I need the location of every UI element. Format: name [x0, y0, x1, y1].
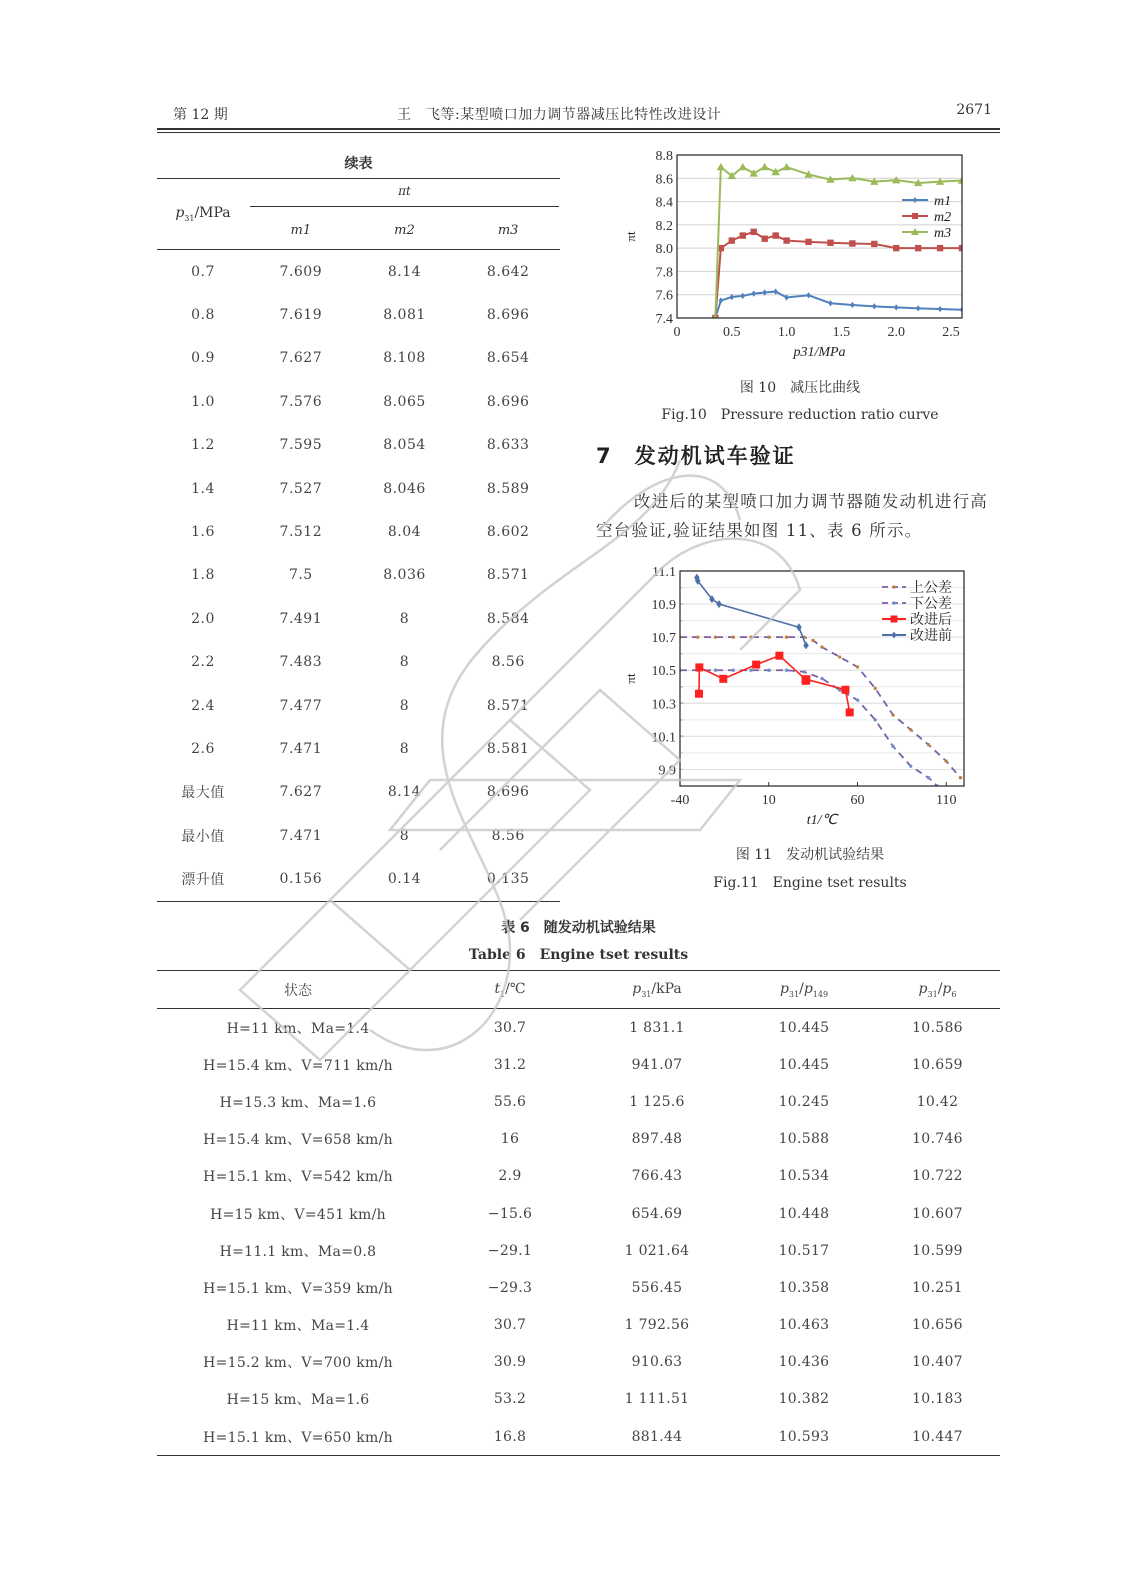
x-tick-label: 0.5 — [723, 325, 741, 340]
row-label: 2.0 — [191, 610, 215, 627]
table-cell: 10.746 — [912, 1131, 963, 1148]
table-cell: 7.619 — [279, 307, 323, 324]
data-point-m2 — [805, 239, 811, 245]
table-cell: 10.659 — [912, 1056, 963, 1073]
series-line-上公差 — [680, 637, 960, 778]
table-cell: 16 — [500, 1131, 520, 1148]
table-cell: 30.7 — [493, 1019, 527, 1036]
state-cell: H=11.1 km、Ma=0.8 — [219, 1243, 377, 1260]
body-paragraph — [596, 487, 1001, 545]
legend-marker-m1 — [913, 197, 917, 203]
data-point-上公差 — [927, 743, 930, 746]
table-cell: 1 125.6 — [629, 1093, 685, 1110]
table-cell: 10.436 — [778, 1354, 830, 1371]
table-cell: 8.584 — [486, 610, 530, 627]
state-cell: H=15 km、V=451 km/h — [210, 1206, 386, 1223]
table-cell: 8.581 — [486, 740, 530, 757]
table-6-caption-zh: 表 6 随发动机试验结果 — [501, 920, 656, 936]
table-cell: 8.696 — [486, 784, 530, 801]
row-label: 1.6 — [191, 524, 215, 541]
col-header-m3: m3 — [456, 211, 560, 250]
row-label: 1.2 — [191, 437, 215, 454]
row-label: 1.4 — [191, 480, 215, 497]
y-tick-label: 10.3 — [651, 697, 676, 713]
y-tick-label: 10.5 — [651, 664, 676, 680]
legend-label: 上公差 — [910, 580, 952, 596]
y-tick-label: 10.1 — [651, 730, 676, 746]
y-tick-label: 7.4 — [655, 312, 673, 327]
table-cell: 8.14 — [387, 263, 422, 280]
table-cell: 7.627 — [279, 350, 323, 367]
running-header — [157, 100, 1000, 130]
table-cell: 8.036 — [383, 567, 426, 584]
data-point-下公差 — [732, 669, 735, 672]
table-row — [157, 337, 560, 380]
table-cell: 7.595 — [279, 437, 323, 454]
data-point-改进后 — [841, 686, 849, 694]
table-cell: 30.9 — [493, 1354, 527, 1371]
table-cell: 8.642 — [486, 263, 530, 280]
state-cell: H=15.2 km、V=700 km/h — [203, 1355, 393, 1372]
table-cell: 10.463 — [778, 1317, 830, 1334]
col-header-t1: $t_1/℃$ — [439, 971, 581, 1009]
legend-label-m2: m2 — [934, 210, 952, 225]
data-point-改进后 — [752, 661, 760, 669]
table-cell: 10.722 — [912, 1168, 963, 1185]
table-row — [157, 1009, 1000, 1047]
row-label: 最小值 — [181, 828, 225, 845]
x-tick-label: 0 — [673, 325, 681, 340]
table-6-caption — [157, 915, 1000, 969]
col-group-pi: πt — [249, 179, 560, 212]
table-cell: 7.627 — [279, 784, 323, 801]
plot-area — [711, 163, 966, 321]
table-cell: 10.599 — [912, 1242, 963, 1259]
table-cell: 0.14 — [353, 857, 457, 901]
table-cell: 10.534 — [778, 1168, 830, 1185]
data-point-m3 — [750, 169, 758, 176]
table-cell: 8.14 — [387, 784, 422, 801]
col-header-p31-kpa: $p_{31}$/kPa — [581, 971, 733, 1009]
data-point-m2 — [729, 237, 735, 243]
figure-11-caption — [660, 841, 960, 897]
x-tick-label: 60 — [850, 793, 865, 808]
table-cell: 10.448 — [778, 1205, 830, 1222]
table-cell: 10.517 — [778, 1242, 830, 1259]
table-cell: 0.156 — [249, 857, 353, 901]
table-cell: 8.046 — [383, 480, 426, 497]
issue-label: 第 12 期 — [173, 107, 228, 123]
data-point-上公差 — [909, 728, 912, 731]
data-point-改进后 — [695, 690, 703, 698]
data-point-m2 — [751, 229, 757, 235]
table-cell: 10.656 — [912, 1317, 963, 1334]
data-point-下公差 — [820, 677, 823, 680]
row-label: 0.8 — [191, 307, 215, 324]
table-title: 续表 — [344, 156, 373, 172]
y-tick-label: 8.8 — [655, 149, 673, 164]
table-cell: 10.42 — [916, 1093, 959, 1110]
x-tick-label: -40 — [670, 793, 690, 808]
table-row — [157, 771, 560, 814]
data-point-上公差 — [874, 687, 877, 690]
legend-marker — [892, 585, 895, 588]
state-cell: H=15 km、Ma=1.6 — [226, 1392, 370, 1409]
data-point-m2 — [761, 236, 767, 242]
table-cell: 10.586 — [912, 1019, 963, 1036]
data-point-m1 — [773, 288, 777, 294]
data-point-下公差 — [927, 776, 930, 779]
table-cell: 7.477 — [279, 697, 323, 714]
header-rule — [157, 128, 1000, 130]
figure-10-caption-en: Fig.10 Pressure reduction ratio curve — [661, 407, 939, 423]
data-point-m1 — [828, 300, 832, 306]
row-label: 1.8 — [191, 567, 215, 584]
legend-label-m1: m1 — [934, 194, 952, 209]
table-cell: 16.8 — [439, 1418, 581, 1456]
section-title: 发动机试车验证 — [634, 444, 796, 468]
table-cell: 7.5 — [288, 567, 313, 584]
row-label: 最大值 — [181, 785, 225, 802]
data-point-m1 — [784, 294, 788, 300]
table-cell: 8.04 — [387, 524, 422, 541]
row-label: 2.6 — [191, 740, 215, 757]
table-cell: 8.56 — [491, 827, 525, 844]
data-point-下公差 — [803, 670, 806, 673]
table-cell: 10.588 — [778, 1131, 830, 1148]
table-6 — [157, 970, 1000, 1456]
table-cell: 10.407 — [912, 1354, 963, 1371]
data-point-m1 — [894, 304, 898, 310]
data-point-m3 — [739, 163, 747, 170]
table-cell: 897.48 — [631, 1131, 683, 1148]
row-label: 2.4 — [191, 697, 215, 714]
row-label: 0.9 — [191, 350, 215, 367]
x-tick-label: 2.0 — [887, 325, 905, 340]
table-cell: 7.471 — [279, 827, 323, 844]
table-cell: 8.602 — [486, 524, 530, 541]
table-row — [157, 510, 560, 553]
x-tick-label: 1.0 — [777, 325, 796, 340]
series-line-m2 — [715, 232, 962, 318]
table-row — [157, 1418, 1000, 1456]
data-point-m3 — [782, 163, 790, 170]
data-point-上公差 — [696, 635, 699, 638]
table-cell: 1 792.56 — [624, 1317, 690, 1334]
table-cell: 1 831.1 — [629, 1019, 685, 1036]
table-row — [157, 1269, 1000, 1306]
data-point-下公差 — [749, 669, 752, 672]
data-point-下公差 — [767, 669, 770, 672]
figure-10-chart — [620, 145, 980, 370]
table-row — [157, 293, 560, 336]
table-cell: 10.445 — [778, 1056, 830, 1073]
table-cell: 55.6 — [493, 1093, 527, 1110]
col-header-p31-p6: $p_{31}/p_6$ — [875, 971, 1000, 1009]
table-cell: 7.609 — [279, 263, 323, 280]
table-cell: −29.3 — [487, 1279, 533, 1296]
y-tick-label: 8.6 — [655, 172, 673, 188]
header-rule-thin — [157, 132, 1000, 133]
y-tick-label: 7.6 — [655, 288, 673, 304]
data-point-改进后 — [719, 675, 727, 683]
data-point-上公差 — [959, 776, 962, 779]
table-cell: 8.56 — [491, 654, 525, 671]
x-tick-label: 10 — [761, 793, 776, 808]
table-cell: 10.445 — [778, 1019, 830, 1036]
data-point-m1 — [938, 306, 942, 312]
data-point-上公差 — [749, 635, 752, 638]
series-line-改进后 — [699, 656, 850, 713]
table-cell: 7.491 — [279, 610, 323, 627]
table-row — [157, 1381, 1000, 1418]
table-cell: 8 — [399, 610, 410, 627]
y-tick-label: 7.8 — [655, 265, 673, 281]
table-cell: 8.571 — [486, 697, 530, 714]
table-cell: 10.245 — [778, 1093, 830, 1110]
table-row — [157, 1307, 1000, 1344]
table-6-caption-en: Table 6 Engine tset results — [468, 947, 689, 963]
table-cell: 7.471 — [279, 740, 323, 757]
legend-marker-m2 — [912, 213, 918, 219]
table-row — [157, 641, 560, 684]
data-point-改进后 — [775, 652, 783, 660]
data-point-上公差 — [838, 655, 841, 658]
table-cell: 7.527 — [279, 480, 323, 497]
section-number: 7 — [596, 444, 613, 468]
data-point-上公差 — [767, 635, 770, 638]
table-cell: 7.512 — [279, 524, 323, 541]
state-cell: H=11 km、Ma=1.4 — [226, 1318, 370, 1335]
table-cell: 766.43 — [631, 1168, 683, 1185]
col-header-p31-p149: $p_{31}/p_{149}$ — [733, 971, 875, 1009]
table-row — [157, 1083, 1000, 1120]
table-cell: 8 — [399, 654, 410, 671]
table-row — [157, 380, 560, 423]
y-axis-label: πt — [623, 231, 638, 242]
y-tick-label: 11.1 — [652, 565, 676, 580]
table-cell: 2.9 — [498, 1168, 522, 1185]
table-cell: 10.251 — [912, 1279, 963, 1296]
legend-label: 改进前 — [910, 628, 952, 644]
data-point-m2 — [915, 245, 921, 251]
table-row — [157, 814, 560, 857]
data-point-m2 — [893, 245, 899, 251]
table-cell: 10.358 — [778, 1279, 830, 1296]
continued-table — [157, 150, 560, 902]
table-row — [157, 1046, 1000, 1083]
figure-11-caption-zh: 图 11 发动机试验结果 — [735, 847, 885, 863]
table-cell: 10.183 — [912, 1391, 963, 1408]
table-row — [157, 250, 560, 294]
table-cell: 10.382 — [778, 1391, 830, 1408]
table-row — [157, 857, 560, 901]
legend-label-m3: m3 — [934, 226, 952, 241]
table-cell: 941.07 — [631, 1056, 683, 1073]
x-axis-label: p31/MPa — [793, 345, 846, 360]
table-cell: 30.7 — [493, 1317, 527, 1334]
y-tick-label: 9.9 — [658, 763, 676, 779]
figure-10-caption — [600, 375, 1000, 429]
table-cell: −15.6 — [487, 1205, 533, 1222]
table-cell: 8.571 — [486, 567, 530, 584]
data-point-上公差 — [891, 713, 894, 716]
state-cell: H=15.4 km、V=711 km/h — [203, 1057, 393, 1074]
table-cell: 1 111.51 — [624, 1391, 690, 1408]
state-cell: H=15.3 km、Ma=1.6 — [219, 1094, 377, 1111]
article-title: 王 飞等:某型喷口加力调节器减压比特性改进设计 — [397, 107, 722, 123]
data-point-上公差 — [811, 639, 814, 642]
table-cell: 8.589 — [486, 480, 530, 497]
table-row — [157, 554, 560, 597]
data-point-上公差 — [820, 645, 823, 648]
table-cell: 53.2 — [493, 1391, 527, 1408]
table-cell: 8.696 — [486, 307, 530, 324]
col-header-p31: $p_{31}$/MPa — [157, 179, 249, 250]
data-point-改进前 — [803, 641, 809, 649]
table-row — [157, 1121, 1000, 1158]
table-cell: 8.054 — [383, 437, 426, 454]
row-label: 漂升值 — [157, 857, 249, 901]
data-point-m1 — [806, 292, 810, 298]
table-cell: 31.2 — [493, 1056, 527, 1073]
table-cell: 8 — [399, 740, 410, 757]
y-tick-label: 10.7 — [651, 631, 676, 647]
table-cell: 0.135 — [456, 857, 560, 901]
table-cell: 8.081 — [383, 307, 426, 324]
figure-11-caption-en: Fig.11 Engine tset results — [713, 875, 907, 891]
row-label: 0.7 — [191, 263, 215, 280]
data-point-上公差 — [714, 635, 717, 638]
data-point-m3 — [717, 163, 725, 170]
data-point-m3 — [760, 163, 768, 170]
state-cell: H=15.1 km、V=542 km/h — [203, 1169, 393, 1186]
table-row — [157, 1158, 1000, 1195]
data-point-下公差 — [891, 745, 894, 748]
section-heading — [596, 440, 796, 470]
data-point-改进后 — [802, 675, 810, 683]
col-header-m1: m1 — [249, 211, 353, 250]
row-label: 2.2 — [191, 654, 215, 671]
series-line-下公差 — [680, 670, 937, 786]
state-cell: H=11 km、Ma=1.4 — [226, 1020, 370, 1037]
legend-label: 下公差 — [910, 596, 952, 612]
data-point-下公差 — [785, 669, 788, 672]
table-cell: 10.607 — [912, 1205, 963, 1222]
figure-10-caption-zh: 图 10 减压比曲线 — [739, 380, 861, 396]
x-axis-label: t1/℃ — [806, 813, 838, 828]
data-point-上公差 — [945, 760, 948, 763]
series-line-m1 — [715, 292, 962, 318]
data-point-下公差 — [874, 718, 877, 721]
state-cell: H=15.1 km、V=650 km/h — [157, 1418, 439, 1456]
table-row — [157, 1195, 1000, 1232]
table-cell: 881.44 — [581, 1418, 733, 1456]
data-point-改进前 — [796, 623, 802, 631]
data-point-m2 — [871, 241, 877, 247]
table-cell: 910.63 — [631, 1354, 683, 1371]
table-cell: 8.696 — [486, 393, 530, 410]
data-point-上公差 — [785, 635, 788, 638]
y-tick-label: 8.4 — [655, 195, 673, 211]
table-cell: 8 — [399, 697, 410, 714]
legend-label: 改进后 — [910, 612, 952, 628]
data-point-上公差 — [732, 635, 735, 638]
table-cell: 8.065 — [383, 393, 426, 410]
data-point-m1 — [872, 303, 876, 309]
table-cell: 8.108 — [383, 350, 426, 367]
table-cell: 1 021.64 — [624, 1242, 690, 1259]
data-point-m2 — [772, 232, 778, 238]
data-point-m2 — [827, 240, 833, 246]
data-point-m1 — [741, 293, 745, 299]
y-axis-label: πt — [623, 673, 638, 684]
data-point-m2 — [937, 245, 943, 251]
data-point-m1 — [751, 290, 755, 296]
table-cell: 7.483 — [279, 654, 323, 671]
table-row — [157, 1232, 1000, 1269]
x-tick-label: 1.5 — [832, 325, 851, 340]
data-point-m2 — [740, 232, 746, 238]
y-tick-label: 10.9 — [651, 598, 676, 614]
data-point-下公差 — [856, 698, 859, 701]
col-header-m2: m2 — [353, 211, 457, 250]
x-tick-label: 110 — [936, 793, 957, 808]
table-row — [157, 424, 560, 467]
table-row — [157, 727, 560, 770]
data-point-m2 — [783, 237, 789, 243]
table-cell: 8.654 — [486, 350, 530, 367]
col-header-state: 状态 — [157, 971, 439, 1009]
table-cell: 8.633 — [486, 437, 530, 454]
figure-11-chart — [620, 560, 980, 840]
data-point-m1 — [916, 305, 920, 311]
y-tick-label: 8.0 — [655, 242, 673, 258]
state-cell: H=15.4 km、V=658 km/h — [203, 1132, 393, 1149]
paragraph-text: 改进后的某型喷口加力调节器随发动机进行高空台验证,验证结果如图 11、表 6 所示。 — [596, 492, 988, 540]
row-label: 1.0 — [191, 393, 215, 410]
legend-marker — [892, 601, 895, 604]
data-point-改进后 — [695, 663, 703, 671]
data-point-改进后 — [846, 708, 854, 716]
table-row — [157, 684, 560, 727]
y-tick-label: 8.2 — [655, 218, 673, 234]
table-cell: −29.1 — [487, 1242, 533, 1259]
table-row — [157, 467, 560, 510]
page-number: 2671 — [956, 102, 992, 118]
x-tick-label: 2.5 — [942, 325, 960, 340]
table-cell: 10.447 — [875, 1418, 1000, 1456]
table-cell: 556.45 — [631, 1279, 683, 1296]
table-cell: 10.593 — [733, 1418, 875, 1456]
data-point-m1 — [850, 302, 854, 308]
data-point-m2 — [849, 240, 855, 246]
table-cell: 8 — [399, 827, 410, 844]
table-row — [157, 1344, 1000, 1381]
data-point-上公差 — [856, 665, 859, 668]
data-point-下公差 — [714, 669, 717, 672]
data-point-下公差 — [909, 764, 912, 767]
table-cell: 654.69 — [631, 1205, 683, 1222]
legend-marker — [891, 616, 898, 623]
state-cell: H=15.1 km、V=359 km/h — [203, 1280, 393, 1297]
data-point-改进前 — [716, 600, 722, 608]
table-cell: 7.576 — [279, 393, 323, 410]
table-row — [157, 597, 560, 640]
